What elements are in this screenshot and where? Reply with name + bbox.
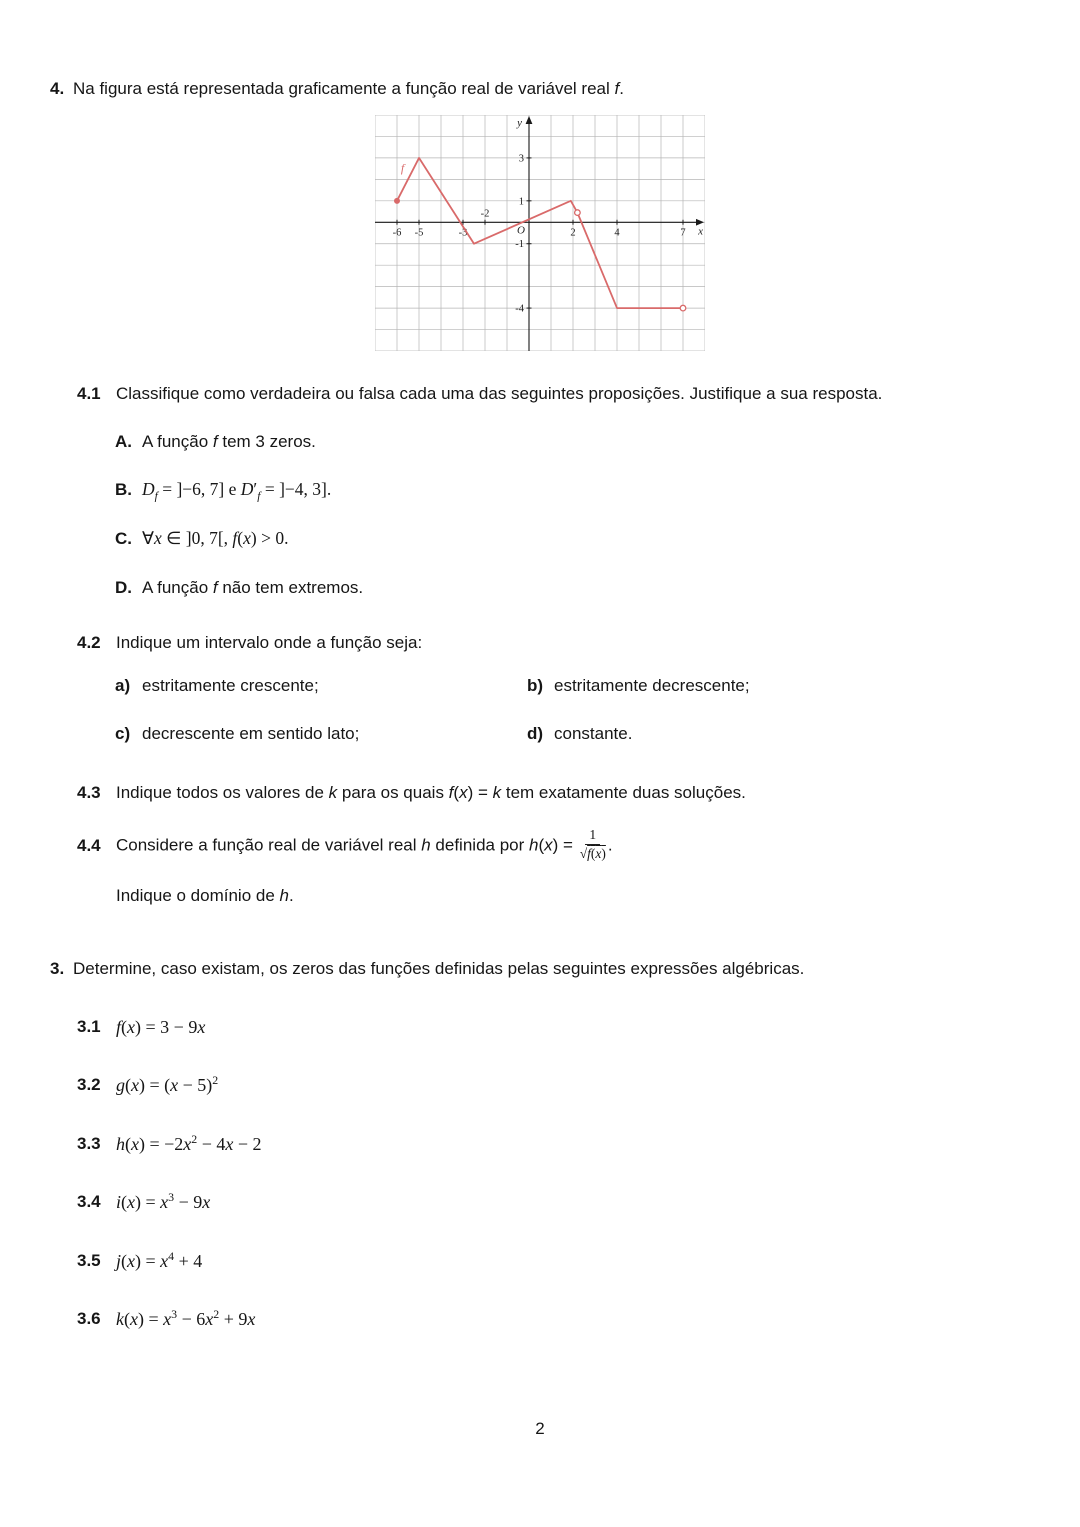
expression-3-1-formula: f(x) = 3 − 9x bbox=[116, 1016, 206, 1037]
proposition-C-text: ∀x ∈ ]0, 7[, f(x) > 0. bbox=[142, 527, 289, 548]
svg-text:-2: -2 bbox=[480, 208, 490, 220]
question-4-2-text: Indique um intervalo onde a função seja: bbox=[116, 633, 423, 652]
svg-text:f: f bbox=[400, 161, 405, 176]
option-d-text: constante. bbox=[554, 723, 633, 743]
question-4-2 bbox=[77, 632, 1030, 653]
expression-3-2-number: 3.2 bbox=[77, 1075, 101, 1095]
svg-text:4: 4 bbox=[614, 227, 620, 239]
question-4-4 bbox=[77, 827, 1030, 865]
question-3-number: 3. bbox=[50, 959, 65, 979]
proposition-B-text: $D_f = ]-6$, 7] e $D'_f = ]-4$, 3]. bbox=[142, 479, 332, 503]
svg-text:x: x bbox=[698, 225, 703, 238]
expression-3-2-formula: $g(x) = (x - 5)^2$ bbox=[116, 1073, 219, 1096]
option-c bbox=[115, 723, 527, 744]
svg-text:y: y bbox=[517, 117, 522, 130]
proposition-A-label: A. bbox=[115, 431, 132, 451]
figure-container bbox=[50, 115, 1030, 356]
expression-3-3-number: 3.3 bbox=[77, 1133, 101, 1153]
fraction bbox=[580, 827, 606, 861]
option-a-label: a) bbox=[115, 676, 131, 696]
question-4-2-number: 4.2 bbox=[77, 633, 101, 652]
option-c-label: c) bbox=[115, 723, 131, 743]
expression-3-2 bbox=[77, 1074, 1030, 1097]
question-4-text: Na figura está representada graficamente a função real de variável real f. bbox=[73, 79, 624, 98]
option-b-label: b) bbox=[527, 676, 544, 696]
question-4-4-number: 4.4 bbox=[77, 836, 101, 856]
expression-3-5-formula: $j(x) = x^4 + 4$ bbox=[116, 1248, 203, 1271]
option-b-text: estritamente decrescente; bbox=[554, 676, 750, 696]
svg-text:7: 7 bbox=[680, 227, 686, 239]
question-3 bbox=[50, 958, 1030, 979]
fraction-numerator: 1 bbox=[585, 827, 600, 845]
expression-3-4 bbox=[77, 1191, 1030, 1214]
question-4-3-text: Indique todos os valores de k para os quais f(x) = k tem exatamente duas soluções. bbox=[116, 782, 746, 802]
expression-3-6-formula: $k(x) = x^3 - 6x^2 + 9x$ bbox=[116, 1307, 256, 1330]
question-4-1 bbox=[77, 383, 1030, 404]
proposition-D bbox=[115, 577, 1030, 598]
svg-text:-4: -4 bbox=[515, 303, 524, 315]
proposition-C bbox=[115, 528, 1030, 550]
question-4-4-text-before: Considere a função real de variável real h definida por h(x) = bbox=[116, 835, 578, 855]
proposition-D-label: D. bbox=[115, 577, 132, 597]
svg-text:-6: -6 bbox=[392, 227, 402, 239]
fraction-denominator: √f(x) bbox=[579, 845, 606, 861]
expression-3-3-formula: $h(x) = -2x^2 - 4x - 2$ bbox=[116, 1131, 262, 1154]
question-4-number: 4. bbox=[50, 79, 65, 98]
option-a bbox=[115, 675, 527, 696]
svg-text:3: 3 bbox=[518, 153, 524, 165]
expression-3-6-number: 3.6 bbox=[77, 1309, 101, 1329]
question-4-4-text-after: . bbox=[607, 835, 613, 855]
proposition-B-label: B. bbox=[115, 480, 132, 499]
svg-text:2: 2 bbox=[570, 227, 576, 239]
svg-text:O: O bbox=[517, 224, 525, 237]
svg-text:-5: -5 bbox=[414, 227, 424, 239]
proposition-B bbox=[115, 479, 1030, 501]
svg-text:-1: -1 bbox=[515, 239, 524, 251]
question-3-text: Determine, caso existam, os zeros das funções definidas pelas seguintes expressões algébricas. bbox=[73, 959, 805, 979]
expression-3-1-number: 3.1 bbox=[77, 1016, 101, 1036]
expression-3-5-number: 3.5 bbox=[77, 1250, 101, 1270]
proposition-C-label: C. bbox=[115, 528, 132, 548]
question-4-2-options bbox=[115, 675, 1030, 744]
expression-3-4-formula: $i(x) = x^3 - 9x$ bbox=[116, 1190, 211, 1213]
question-4-4-followup: Indique o domínio de h. bbox=[116, 886, 294, 906]
svg-text:-3: -3 bbox=[458, 227, 468, 239]
page-number: 2 bbox=[535, 1418, 545, 1438]
question-4 bbox=[50, 78, 1030, 99]
option-d bbox=[527, 723, 1030, 744]
function-graph bbox=[375, 115, 705, 351]
option-d-label: d) bbox=[527, 723, 544, 743]
option-c-text: decrescente em sentido lato; bbox=[142, 723, 360, 743]
question-4-1-number: 4.1 bbox=[77, 383, 101, 403]
question-4-3 bbox=[77, 782, 1030, 803]
expression-3-6 bbox=[77, 1308, 1030, 1331]
question-4-1-text: Classifique como verdadeira ou falsa cada uma das seguintes proposições. Justifique a sua resposta. bbox=[116, 383, 883, 403]
expression-3-1 bbox=[77, 1016, 1030, 1039]
option-b bbox=[527, 675, 1030, 696]
option-a-text: estritamente crescente; bbox=[142, 676, 319, 696]
proposition-D-text: A função f não tem extremos. bbox=[142, 577, 364, 597]
expression-3-5 bbox=[77, 1250, 1030, 1273]
expression-3-3 bbox=[77, 1133, 1030, 1156]
proposition-A bbox=[115, 431, 1030, 452]
expression-3-4-number: 3.4 bbox=[77, 1192, 101, 1212]
proposition-A-text: A função f tem 3 zeros. bbox=[142, 431, 316, 451]
question-4-3-number: 4.3 bbox=[77, 782, 101, 802]
svg-text:1: 1 bbox=[518, 196, 524, 208]
question-4-4-text bbox=[116, 827, 613, 865]
